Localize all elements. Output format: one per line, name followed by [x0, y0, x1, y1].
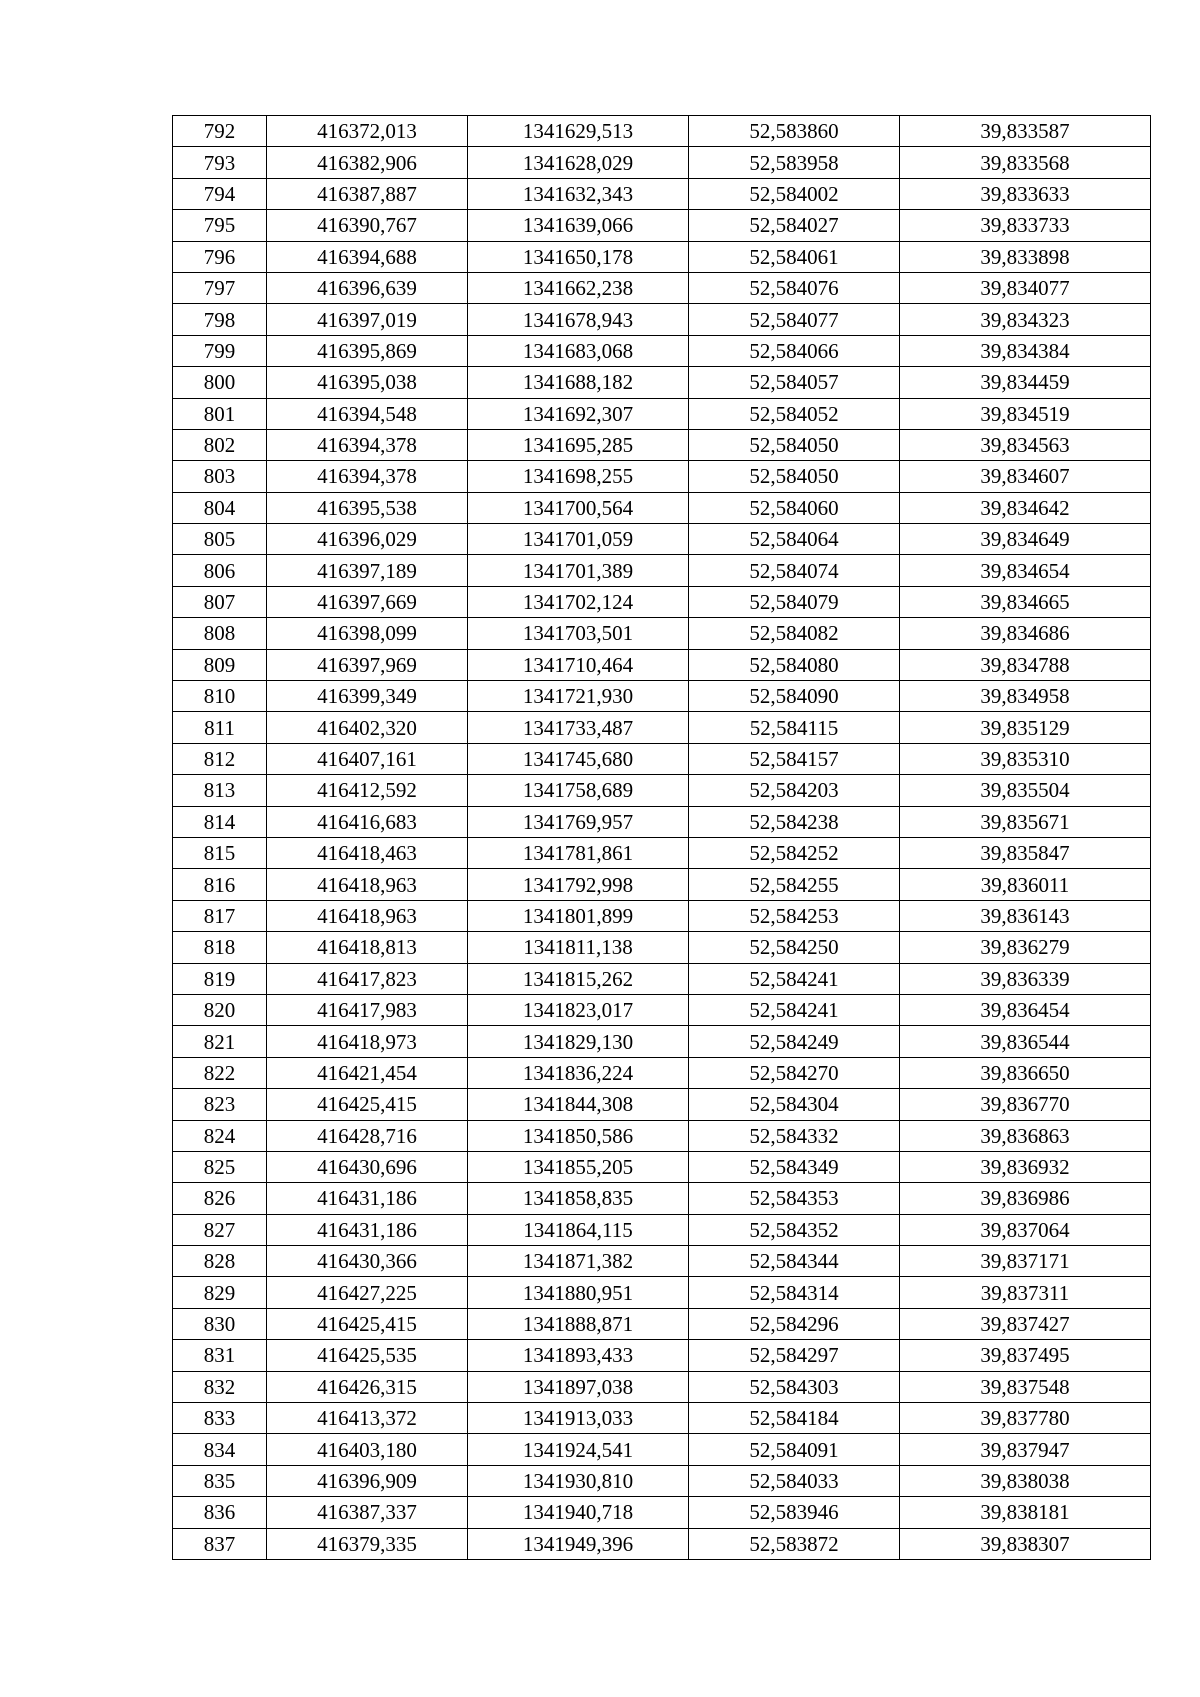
- table-row: [173, 1089, 1151, 1120]
- y-coordinate-cell: 1341893,433: [468, 1340, 689, 1371]
- x-coordinate-cell: 416421,454: [267, 1057, 468, 1088]
- longitude-cell: 39,837171: [900, 1246, 1151, 1277]
- y-coordinate-cell: 1341949,396: [468, 1528, 689, 1559]
- x-coordinate-cell: 416425,415: [267, 1308, 468, 1339]
- table-row: [173, 586, 1151, 617]
- x-coordinate-cell: 416430,366: [267, 1246, 468, 1277]
- latitude-cell: 52,584344: [689, 1246, 900, 1277]
- longitude-cell: 39,836279: [900, 932, 1151, 963]
- y-coordinate-cell: 1341721,930: [468, 681, 689, 712]
- longitude-cell: 39,834665: [900, 586, 1151, 617]
- x-coordinate-cell: 416395,038: [267, 367, 468, 398]
- y-coordinate-cell: 1341678,943: [468, 304, 689, 335]
- table-row: [173, 681, 1151, 712]
- y-coordinate-cell: 1341769,957: [468, 806, 689, 837]
- table-row: [173, 210, 1151, 241]
- point-number-cell: 836: [173, 1497, 267, 1528]
- latitude-cell: 52,584077: [689, 304, 900, 335]
- longitude-cell: 39,837495: [900, 1340, 1151, 1371]
- y-coordinate-cell: 1341662,238: [468, 272, 689, 303]
- table-row: [173, 524, 1151, 555]
- table-row: [173, 900, 1151, 931]
- x-coordinate-cell: 416417,983: [267, 994, 468, 1025]
- point-number-cell: 828: [173, 1246, 267, 1277]
- y-coordinate-cell: 1341850,586: [468, 1120, 689, 1151]
- x-coordinate-cell: 416372,013: [267, 116, 468, 147]
- latitude-cell: 52,583872: [689, 1528, 900, 1559]
- longitude-cell: 39,834323: [900, 304, 1151, 335]
- point-number-cell: 825: [173, 1151, 267, 1182]
- latitude-cell: 52,584184: [689, 1403, 900, 1434]
- y-coordinate-cell: 1341801,899: [468, 900, 689, 931]
- latitude-cell: 52,584303: [689, 1371, 900, 1402]
- table-row: [173, 461, 1151, 492]
- x-coordinate-cell: 416418,963: [267, 869, 468, 900]
- latitude-cell: 52,584304: [689, 1089, 900, 1120]
- point-number-cell: 815: [173, 837, 267, 868]
- table-row: [173, 837, 1151, 868]
- x-coordinate-cell: 416418,973: [267, 1026, 468, 1057]
- x-coordinate-cell: 416425,415: [267, 1089, 468, 1120]
- y-coordinate-cell: 1341913,033: [468, 1403, 689, 1434]
- longitude-cell: 39,834958: [900, 681, 1151, 712]
- x-coordinate-cell: 416397,669: [267, 586, 468, 617]
- y-coordinate-cell: 1341924,541: [468, 1434, 689, 1465]
- y-coordinate-cell: 1341811,138: [468, 932, 689, 963]
- longitude-cell: 39,836011: [900, 869, 1151, 900]
- y-coordinate-cell: 1341781,861: [468, 837, 689, 868]
- x-coordinate-cell: 416396,029: [267, 524, 468, 555]
- x-coordinate-cell: 416382,906: [267, 147, 468, 178]
- y-coordinate-cell: 1341702,124: [468, 586, 689, 617]
- x-coordinate-cell: 416418,963: [267, 900, 468, 931]
- longitude-cell: 39,834654: [900, 555, 1151, 586]
- latitude-cell: 52,584241: [689, 963, 900, 994]
- latitude-cell: 52,584249: [689, 1026, 900, 1057]
- point-number-cell: 793: [173, 147, 267, 178]
- y-coordinate-cell: 1341639,066: [468, 210, 689, 241]
- y-coordinate-cell: 1341829,130: [468, 1026, 689, 1057]
- table-row: [173, 1403, 1151, 1434]
- longitude-cell: 39,838307: [900, 1528, 1151, 1559]
- y-coordinate-cell: 1341864,115: [468, 1214, 689, 1245]
- table-row: [173, 492, 1151, 523]
- point-number-cell: 834: [173, 1434, 267, 1465]
- longitude-cell: 39,833587: [900, 116, 1151, 147]
- latitude-cell: 52,583958: [689, 147, 900, 178]
- latitude-cell: 52,584270: [689, 1057, 900, 1088]
- latitude-cell: 52,584203: [689, 775, 900, 806]
- longitude-cell: 39,836544: [900, 1026, 1151, 1057]
- table-row: [173, 869, 1151, 900]
- point-number-cell: 830: [173, 1308, 267, 1339]
- longitude-cell: 39,834563: [900, 429, 1151, 460]
- longitude-cell: 39,838181: [900, 1497, 1151, 1528]
- table-row: [173, 555, 1151, 586]
- latitude-cell: 52,584349: [689, 1151, 900, 1182]
- point-number-cell: 820: [173, 994, 267, 1025]
- table-row: [173, 1246, 1151, 1277]
- x-coordinate-cell: 416430,696: [267, 1151, 468, 1182]
- longitude-cell: 39,836863: [900, 1120, 1151, 1151]
- point-number-cell: 810: [173, 681, 267, 712]
- table-row: [173, 1371, 1151, 1402]
- point-number-cell: 818: [173, 932, 267, 963]
- y-coordinate-cell: 1341701,059: [468, 524, 689, 555]
- y-coordinate-cell: 1341628,029: [468, 147, 689, 178]
- point-number-cell: 833: [173, 1403, 267, 1434]
- x-coordinate-cell: 416399,349: [267, 681, 468, 712]
- y-coordinate-cell: 1341844,308: [468, 1089, 689, 1120]
- longitude-cell: 39,837427: [900, 1308, 1151, 1339]
- table-row: [173, 178, 1151, 209]
- point-number-cell: 803: [173, 461, 267, 492]
- y-coordinate-cell: 1341650,178: [468, 241, 689, 272]
- x-coordinate-cell: 416387,887: [267, 178, 468, 209]
- y-coordinate-cell: 1341701,389: [468, 555, 689, 586]
- point-number-cell: 805: [173, 524, 267, 555]
- latitude-cell: 52,584250: [689, 932, 900, 963]
- point-number-cell: 794: [173, 178, 267, 209]
- table-row: [173, 649, 1151, 680]
- x-coordinate-cell: 416397,189: [267, 555, 468, 586]
- point-number-cell: 821: [173, 1026, 267, 1057]
- table-row: [173, 304, 1151, 335]
- x-coordinate-cell: 416403,180: [267, 1434, 468, 1465]
- y-coordinate-cell: 1341815,262: [468, 963, 689, 994]
- latitude-cell: 52,584297: [689, 1340, 900, 1371]
- table-row: [173, 429, 1151, 460]
- point-number-cell: 813: [173, 775, 267, 806]
- y-coordinate-cell: 1341745,680: [468, 743, 689, 774]
- latitude-cell: 52,584074: [689, 555, 900, 586]
- latitude-cell: 52,583860: [689, 116, 900, 147]
- latitude-cell: 52,584352: [689, 1214, 900, 1245]
- latitude-cell: 52,584002: [689, 178, 900, 209]
- longitude-cell: 39,837780: [900, 1403, 1151, 1434]
- point-number-cell: 807: [173, 586, 267, 617]
- longitude-cell: 39,836932: [900, 1151, 1151, 1182]
- point-number-cell: 796: [173, 241, 267, 272]
- latitude-cell: 52,584076: [689, 272, 900, 303]
- x-coordinate-cell: 416427,225: [267, 1277, 468, 1308]
- longitude-cell: 39,835310: [900, 743, 1151, 774]
- point-number-cell: 837: [173, 1528, 267, 1559]
- point-number-cell: 819: [173, 963, 267, 994]
- table-row: [173, 618, 1151, 649]
- latitude-cell: 52,584052: [689, 398, 900, 429]
- table-row: [173, 775, 1151, 806]
- longitude-cell: 39,834788: [900, 649, 1151, 680]
- y-coordinate-cell: 1341888,871: [468, 1308, 689, 1339]
- point-number-cell: 835: [173, 1465, 267, 1496]
- point-number-cell: 814: [173, 806, 267, 837]
- y-coordinate-cell: 1341855,205: [468, 1151, 689, 1182]
- table-row: [173, 398, 1151, 429]
- latitude-cell: 52,584079: [689, 586, 900, 617]
- latitude-cell: 52,584157: [689, 743, 900, 774]
- y-coordinate-cell: 1341733,487: [468, 712, 689, 743]
- x-coordinate-cell: 416413,372: [267, 1403, 468, 1434]
- x-coordinate-cell: 416394,548: [267, 398, 468, 429]
- y-coordinate-cell: 1341700,564: [468, 492, 689, 523]
- table-row: [173, 1340, 1151, 1371]
- longitude-cell: 39,834642: [900, 492, 1151, 523]
- longitude-cell: 39,838038: [900, 1465, 1151, 1496]
- x-coordinate-cell: 416394,378: [267, 461, 468, 492]
- point-number-cell: 795: [173, 210, 267, 241]
- point-number-cell: 804: [173, 492, 267, 523]
- latitude-cell: 52,584061: [689, 241, 900, 272]
- latitude-cell: 52,584296: [689, 1308, 900, 1339]
- y-coordinate-cell: 1341836,224: [468, 1057, 689, 1088]
- x-coordinate-cell: 416395,538: [267, 492, 468, 523]
- longitude-cell: 39,836650: [900, 1057, 1151, 1088]
- y-coordinate-cell: 1341683,068: [468, 335, 689, 366]
- table-row: [173, 335, 1151, 366]
- x-coordinate-cell: 416387,337: [267, 1497, 468, 1528]
- point-number-cell: 816: [173, 869, 267, 900]
- y-coordinate-cell: 1341692,307: [468, 398, 689, 429]
- point-number-cell: 817: [173, 900, 267, 931]
- table-row: [173, 241, 1151, 272]
- latitude-cell: 52,584027: [689, 210, 900, 241]
- longitude-cell: 39,834459: [900, 367, 1151, 398]
- longitude-cell: 39,834607: [900, 461, 1151, 492]
- point-number-cell: 832: [173, 1371, 267, 1402]
- point-number-cell: 824: [173, 1120, 267, 1151]
- point-number-cell: 797: [173, 272, 267, 303]
- latitude-cell: 52,584060: [689, 492, 900, 523]
- y-coordinate-cell: 1341710,464: [468, 649, 689, 680]
- table-row: [173, 1277, 1151, 1308]
- x-coordinate-cell: 416379,335: [267, 1528, 468, 1559]
- y-coordinate-cell: 1341897,038: [468, 1371, 689, 1402]
- table-row: [173, 272, 1151, 303]
- longitude-cell: 39,836339: [900, 963, 1151, 994]
- x-coordinate-cell: 416431,186: [267, 1183, 468, 1214]
- longitude-cell: 39,834649: [900, 524, 1151, 555]
- point-number-cell: 812: [173, 743, 267, 774]
- longitude-cell: 39,834686: [900, 618, 1151, 649]
- point-number-cell: 827: [173, 1214, 267, 1245]
- coordinates-table-body: [173, 116, 1151, 1560]
- table-row: [173, 1151, 1151, 1182]
- point-number-cell: 802: [173, 429, 267, 460]
- x-coordinate-cell: 416425,535: [267, 1340, 468, 1371]
- x-coordinate-cell: 416394,378: [267, 429, 468, 460]
- latitude-cell: 52,584353: [689, 1183, 900, 1214]
- latitude-cell: 52,584082: [689, 618, 900, 649]
- table-row: [173, 932, 1151, 963]
- point-number-cell: 823: [173, 1089, 267, 1120]
- latitude-cell: 52,584033: [689, 1465, 900, 1496]
- latitude-cell: 52,583946: [689, 1497, 900, 1528]
- table-row: [173, 147, 1151, 178]
- x-coordinate-cell: 416417,823: [267, 963, 468, 994]
- coordinates-table: [172, 115, 1151, 1560]
- point-number-cell: 829: [173, 1277, 267, 1308]
- x-coordinate-cell: 416431,186: [267, 1214, 468, 1245]
- longitude-cell: 39,833633: [900, 178, 1151, 209]
- point-number-cell: 811: [173, 712, 267, 743]
- table-row: [173, 806, 1151, 837]
- x-coordinate-cell: 416418,463: [267, 837, 468, 868]
- point-number-cell: 822: [173, 1057, 267, 1088]
- point-number-cell: 808: [173, 618, 267, 649]
- latitude-cell: 52,584080: [689, 649, 900, 680]
- table-row: [173, 1057, 1151, 1088]
- x-coordinate-cell: 416412,592: [267, 775, 468, 806]
- longitude-cell: 39,836143: [900, 900, 1151, 931]
- point-number-cell: 799: [173, 335, 267, 366]
- longitude-cell: 39,836454: [900, 994, 1151, 1025]
- longitude-cell: 39,834077: [900, 272, 1151, 303]
- y-coordinate-cell: 1341823,017: [468, 994, 689, 1025]
- table-row: [173, 367, 1151, 398]
- y-coordinate-cell: 1341758,689: [468, 775, 689, 806]
- point-number-cell: 826: [173, 1183, 267, 1214]
- x-coordinate-cell: 416426,315: [267, 1371, 468, 1402]
- x-coordinate-cell: 416390,767: [267, 210, 468, 241]
- latitude-cell: 52,584057: [689, 367, 900, 398]
- longitude-cell: 39,833568: [900, 147, 1151, 178]
- y-coordinate-cell: 1341792,998: [468, 869, 689, 900]
- table-row: [173, 1214, 1151, 1245]
- y-coordinate-cell: 1341629,513: [468, 116, 689, 147]
- table-row: [173, 1465, 1151, 1496]
- x-coordinate-cell: 416418,813: [267, 932, 468, 963]
- longitude-cell: 39,837548: [900, 1371, 1151, 1402]
- latitude-cell: 52,584255: [689, 869, 900, 900]
- latitude-cell: 52,584238: [689, 806, 900, 837]
- y-coordinate-cell: 1341688,182: [468, 367, 689, 398]
- latitude-cell: 52,584066: [689, 335, 900, 366]
- point-number-cell: 831: [173, 1340, 267, 1371]
- longitude-cell: 39,834519: [900, 398, 1151, 429]
- latitude-cell: 52,584332: [689, 1120, 900, 1151]
- table-row: [173, 1120, 1151, 1151]
- latitude-cell: 52,584115: [689, 712, 900, 743]
- longitude-cell: 39,833733: [900, 210, 1151, 241]
- latitude-cell: 52,584091: [689, 1434, 900, 1465]
- latitude-cell: 52,584090: [689, 681, 900, 712]
- x-coordinate-cell: 416396,639: [267, 272, 468, 303]
- point-number-cell: 806: [173, 555, 267, 586]
- longitude-cell: 39,837947: [900, 1434, 1151, 1465]
- longitude-cell: 39,835504: [900, 775, 1151, 806]
- latitude-cell: 52,584064: [689, 524, 900, 555]
- table-row: [173, 1434, 1151, 1465]
- x-coordinate-cell: 416395,869: [267, 335, 468, 366]
- x-coordinate-cell: 416428,716: [267, 1120, 468, 1151]
- x-coordinate-cell: 416407,161: [267, 743, 468, 774]
- longitude-cell: 39,836770: [900, 1089, 1151, 1120]
- table-row: [173, 712, 1151, 743]
- longitude-cell: 39,835847: [900, 837, 1151, 868]
- longitude-cell: 39,835671: [900, 806, 1151, 837]
- latitude-cell: 52,584314: [689, 1277, 900, 1308]
- longitude-cell: 39,836986: [900, 1183, 1151, 1214]
- longitude-cell: 39,837311: [900, 1277, 1151, 1308]
- y-coordinate-cell: 1341703,501: [468, 618, 689, 649]
- latitude-cell: 52,584241: [689, 994, 900, 1025]
- x-coordinate-cell: 416402,320: [267, 712, 468, 743]
- longitude-cell: 39,837064: [900, 1214, 1151, 1245]
- x-coordinate-cell: 416396,909: [267, 1465, 468, 1496]
- latitude-cell: 52,584253: [689, 900, 900, 931]
- table-row: [173, 1308, 1151, 1339]
- x-coordinate-cell: 416398,099: [267, 618, 468, 649]
- y-coordinate-cell: 1341632,343: [468, 178, 689, 209]
- x-coordinate-cell: 416416,683: [267, 806, 468, 837]
- table-row: [173, 1528, 1151, 1559]
- x-coordinate-cell: 416397,969: [267, 649, 468, 680]
- y-coordinate-cell: 1341880,951: [468, 1277, 689, 1308]
- longitude-cell: 39,833898: [900, 241, 1151, 272]
- y-coordinate-cell: 1341858,835: [468, 1183, 689, 1214]
- point-number-cell: 798: [173, 304, 267, 335]
- table-row: [173, 1497, 1151, 1528]
- table-row: [173, 1183, 1151, 1214]
- y-coordinate-cell: 1341698,255: [468, 461, 689, 492]
- table-row: [173, 116, 1151, 147]
- point-number-cell: 809: [173, 649, 267, 680]
- longitude-cell: 39,835129: [900, 712, 1151, 743]
- latitude-cell: 52,584050: [689, 461, 900, 492]
- latitude-cell: 52,584050: [689, 429, 900, 460]
- x-coordinate-cell: 416394,688: [267, 241, 468, 272]
- point-number-cell: 801: [173, 398, 267, 429]
- y-coordinate-cell: 1341871,382: [468, 1246, 689, 1277]
- table-row: [173, 1026, 1151, 1057]
- y-coordinate-cell: 1341930,810: [468, 1465, 689, 1496]
- longitude-cell: 39,834384: [900, 335, 1151, 366]
- table-row: [173, 963, 1151, 994]
- y-coordinate-cell: 1341695,285: [468, 429, 689, 460]
- x-coordinate-cell: 416397,019: [267, 304, 468, 335]
- point-number-cell: 792: [173, 116, 267, 147]
- y-coordinate-cell: 1341940,718: [468, 1497, 689, 1528]
- point-number-cell: 800: [173, 367, 267, 398]
- table-row: [173, 743, 1151, 774]
- latitude-cell: 52,584252: [689, 837, 900, 868]
- table-row: [173, 994, 1151, 1025]
